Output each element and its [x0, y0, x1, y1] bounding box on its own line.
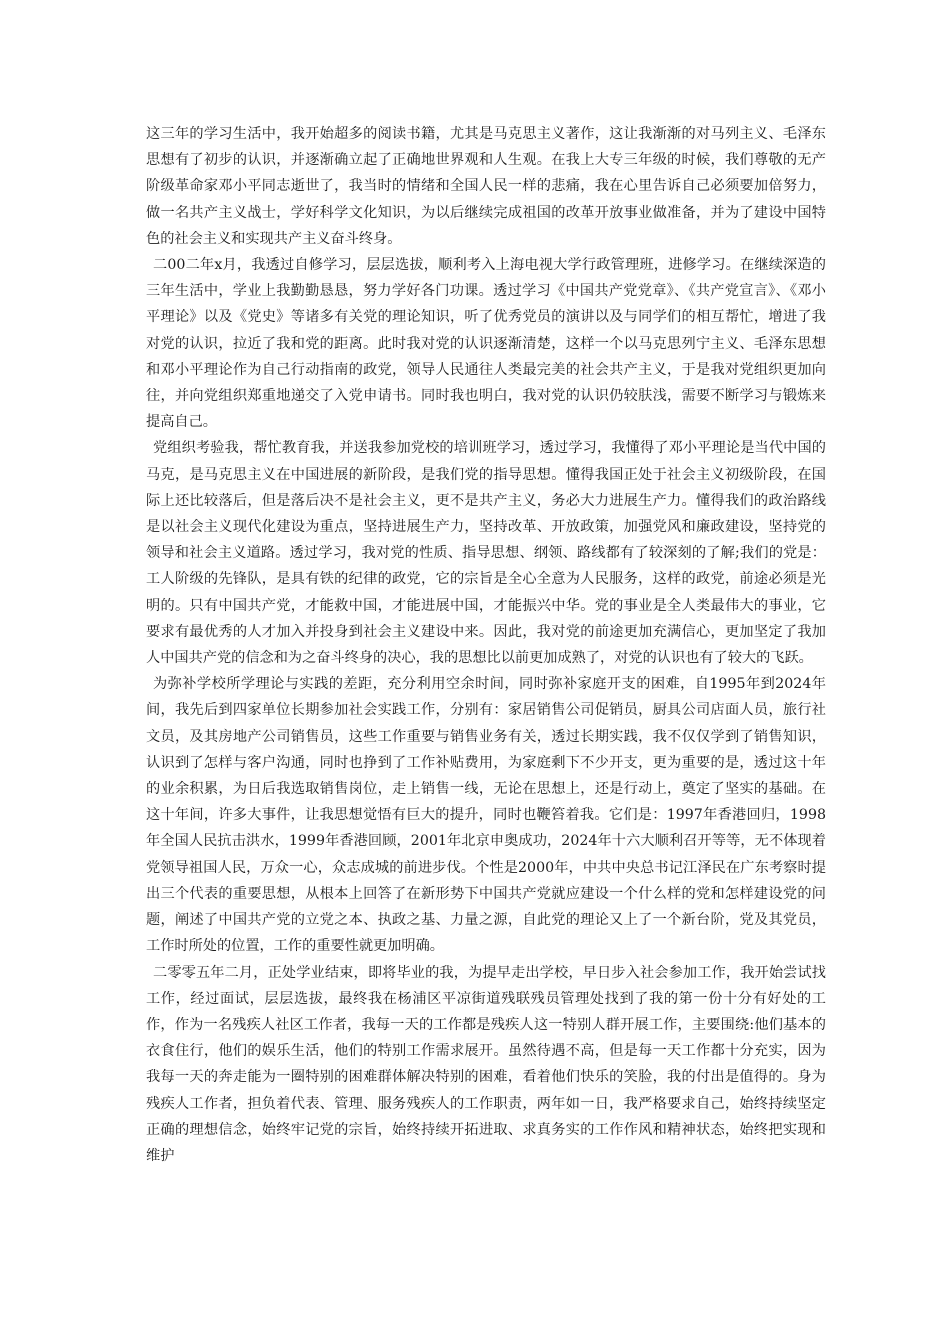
paragraph-tv-university: 二00二年x月，我透过自修学习，层层选拔，顺利考入上海电视大学行政管理班，进修学习。在继续深造的三年生活中，学业上我勤勤恳恳，努力学好各门功课。透过学习《中国共产党党章》、《共产党宣言》、《邓小平理论》以及《党史》等诸多有关党的理论知识，听了优秀党员的演讲以及与同学们的相互帮忙，增进了我对党的认识，拉近了我和党的距离。此时我对党的认识逐渐清楚，这样一个以马克思列宁主义、毛泽东思想和邓小平理论作为自己行动指南的政党，领导人民通往人类最完美的社会共产主义，于是我对党组织更加向往，并向党组织郑重地递交了入党申请书。同时我也明白，我对党的认识仍较肤浅，需要不断学习与锻炼来提高自己。 [146, 257, 826, 431]
paragraph-party-school: 党组织考验我，帮忙教育我，并送我参加党校的培训班学习，透过学习，我懂得了邓小平理论是当代中国的马克，是马克思主义在中国进展的新阶段，是我们党的指导思想。懂得我国正处于社会主义初级阶段，在国际上还比较落后，但是落后决不是社会主义，更不是共产主义，务必大力进展生产力。懂得我们的政治路线是以社会主义现代化建设为重点，坚持进展生产力，坚持改革、开放政策，加强党风和廉政建设，坚持党的领导和社会主义道路。透过学习，我对党的性质、指导思想、纲领、路线都有了较深刻的了解;我们的党是：工人阶级的先锋队，是具有铁的纪律的政党，它的宗旨是全心全意为人民服务，这样的政党，前途必须是光明的。只有中国共产党，才能救中国，才能进展中国，才能振兴中华。党的事业是全人类最伟大的事业，它要求有最优秀的人才加入并投身到社会主义建设中来。因此，我对党的前途更加充满信心，更加坚定了我加人中国共产党的信念和为之奋斗终身的决心，我的思想比以前更加成熟了，对党的认识也有了较大的飞跃。 [146, 440, 826, 667]
document-page [146, 121, 826, 1169]
paragraph-first-job: 二零零五年二月，正处学业结束，即将毕业的我，为提早走出学校，早日步入社会参加工作，我开始尝试找工作，经过面试，层层选拔，最终我在杨浦区平凉街道残联残员管理处找到了我的第一份十分有好处的工作，作为一名残疾人社区工作者，我每一天的工作都是残疾人这一特别人群开展工作，主要围绕:他们基本的衣食住行，他们的娱乐生活，他们的特别工作需求展开。虽然待遇不高，但是每一天工作都十分充实，因为我每一天的奔走能为一圈特别的困难群体解决特别的困难，看着他们快乐的笑脸，我的付出是值得的。身为残疾人工作者，担负着代表、管理、服务残疾人的工作职责，两年如一日，我严格要求自己，始终持续坚定正确的理想信念，始终牢记党的宗旨，始终持续开拓进取、求真务实的工作作风和精神状态，始终把实现和维护 [146, 964, 826, 1164]
paragraph-study-life: 这三年的学习生活中，我开始超多的阅读书籍，尤其是马克思主义著作，这让我渐渐的对马列主义、毛泽东思想有了初步的认识，并逐渐确立起了正确地世界观和人生观。在我上大专三年级的时候，我们尊敬的无产阶级革命家邓小平同志逝世了，我当时的情绪和全国人民一样的悲痛，我在心里告诉自己必须要加倍努力，做一名共产主义战士，学好科学文化知识，为以后继续完成祖国的改革开放事业做准备，并为了建设中国特色的社会主义和实现共产主义奋斗终身。 [146, 126, 826, 247]
paragraph-social-practice: 为弥补学校所学理论与实践的差距，充分利用空余时间，同时弥补家庭开支的困难，自1995年到2024年间，我先后到四家单位长期参加社会实践工作，分别有：家居销售公司促销员，厨具公司店面人员，旅行社文员，及其房地产公司销售员，这些工作重要与销售业务有关，透过长期实践，我不仅仅学到了销售知识，认识到了怎样与客户沟通，同时也挣到了工作补贴费用，为家庭剩下不少开支，更为重要的是，透过这十年的业余积累，为日后我选取销售岗位，走上销售一线，无论在思想上，还是行动上，奠定了坚实的基础。在这十年间，许多大事件，让我思想觉悟有巨大的提升，同时也鞭笞着我。它们是：1997年香港回归，1998年全国人民抗击洪水，1999年香港回顾，2001年北京申奥成功，2024年十六大顺利召开等等，无不体现着党领导祖国人民，万众一心，众志成城的前进步伐。个性是2000年，中共中央总书记江泽民在广东考察时提出三个代表的重要思想，从根本上回答了在新形势下中国共产党就应建设一个什么样的党和怎样建设党的问题，阐述了中国共产党的立党之本、执政之基、力量之源，自此党的理论又上了一个新台阶，党及其党员，工作时所处的位置，工作的重要性就更加明确。 [146, 676, 826, 955]
